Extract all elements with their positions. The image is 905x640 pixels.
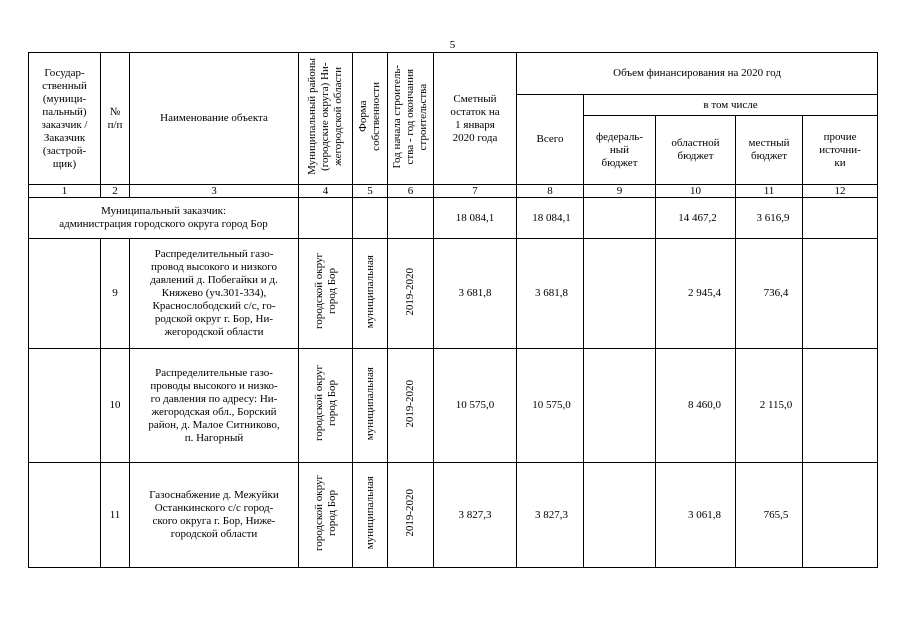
row-ownership: муниципальная: [353, 239, 388, 349]
row-regional: 3 061,8: [656, 463, 736, 568]
row-other: [803, 463, 878, 568]
header-other: прочие источни- ки: [803, 116, 878, 185]
row-regional: 2 945,4: [656, 239, 736, 349]
row-object-name: Газоснабжение д. Межуйки Останкинского с/с город- ского округа г. Бор, Ниже- городской области: [130, 463, 299, 568]
row-estimate: 3 827,3: [434, 463, 517, 568]
summary-other: [803, 198, 878, 239]
summary-years: [388, 198, 434, 239]
column-index: 12: [803, 185, 878, 198]
row-years: 2019-2020: [388, 349, 434, 463]
summary-row: [29, 198, 878, 239]
row-other: [803, 239, 878, 349]
page-number: 5: [449, 39, 456, 51]
summary-customer: Муниципальный заказчик: администрация городского округа город Бор: [29, 198, 299, 239]
row-ownership: муниципальная: [353, 349, 388, 463]
summary-district: [299, 198, 353, 239]
row-district: городской округ город Бор: [299, 349, 353, 463]
row-ownership: муниципальная: [353, 463, 388, 568]
summary-estimate: 18 084,1: [434, 198, 517, 239]
row-other: [803, 349, 878, 463]
table-row: [29, 463, 878, 568]
header-local: местный бюджет: [736, 116, 803, 185]
row-total: 3 827,3: [517, 463, 584, 568]
column-index: 10: [656, 185, 736, 198]
header-row: [29, 53, 878, 95]
table-row: [29, 349, 878, 463]
summary-total: 18 084,1: [517, 198, 584, 239]
column-index: 5: [353, 185, 388, 198]
header-customer: Государ- ственный (муници- пальный) заказчик / Заказчик (застрой- щик): [29, 53, 101, 185]
row-federal: [584, 349, 656, 463]
header-total: Всего: [517, 95, 584, 185]
summary-regional: 14 467,2: [656, 198, 736, 239]
header-financing: Объем финансирования на 2020 год: [517, 53, 878, 95]
row-district: городской округ город Бор: [299, 463, 353, 568]
header-district: Муниципальный районы (городские округа) Ни- жегородской области: [299, 53, 353, 185]
header-regional: областной бюджет: [656, 116, 736, 185]
row-local: 765,5: [736, 463, 803, 568]
header-number: № п/п: [101, 53, 130, 185]
row-object-name: Распределительные газо- проводы высокого и низко- го давления по адресу: Ни- жегородская обл., Борский район, д. Малое Ситниково, п. Нагорный: [130, 349, 299, 463]
row-years: 2019-2020: [388, 463, 434, 568]
row-total: 10 575,0: [517, 349, 584, 463]
header-estimate: Сметный остаток на 1 января 2020 года: [434, 53, 517, 185]
column-index: 6: [388, 185, 434, 198]
row-local: 736,4: [736, 239, 803, 349]
row-local: 2 115,0: [736, 349, 803, 463]
header-ownership: Форма собственности: [353, 53, 388, 185]
row-estimate: 3 681,8: [434, 239, 517, 349]
column-index: 7: [434, 185, 517, 198]
header-years: Год начала строитель- ства - год окончания строительства: [388, 53, 434, 185]
column-index: 1: [29, 185, 101, 198]
row-total: 3 681,8: [517, 239, 584, 349]
row-federal: [584, 239, 656, 349]
row-customer: [29, 239, 101, 349]
table-row: [29, 239, 878, 349]
row-customer: [29, 463, 101, 568]
column-index: 2: [101, 185, 130, 198]
row-years: 2019-2020: [388, 239, 434, 349]
header-object-name: Наименование объекта: [130, 53, 299, 185]
column-index: 8: [517, 185, 584, 198]
column-index: 11: [736, 185, 803, 198]
summary-ownership: [353, 198, 388, 239]
header-including: в том числе: [584, 95, 878, 116]
financing-table: [28, 52, 878, 568]
row-object-name: Распределительный газо- провод высокого и низкого давлений д. Побегайки и д. Княжево (уч.301-334), Краснослободский с/с, го- родской округ г. Бор, Ни- жегородской области: [130, 239, 299, 349]
header-federal: федераль- ный бюджет: [584, 116, 656, 185]
row-number: 10: [101, 349, 130, 463]
column-index: 9: [584, 185, 656, 198]
row-estimate: 10 575,0: [434, 349, 517, 463]
column-index-row: [29, 185, 878, 198]
row-number: 9: [101, 239, 130, 349]
column-index: 4: [299, 185, 353, 198]
row-district: городской округ город Бор: [299, 239, 353, 349]
summary-federal: [584, 198, 656, 239]
summary-local: 3 616,9: [736, 198, 803, 239]
row-federal: [584, 463, 656, 568]
column-index: 3: [130, 185, 299, 198]
row-customer: [29, 349, 101, 463]
row-number: 11: [101, 463, 130, 568]
row-regional: 8 460,0: [656, 349, 736, 463]
